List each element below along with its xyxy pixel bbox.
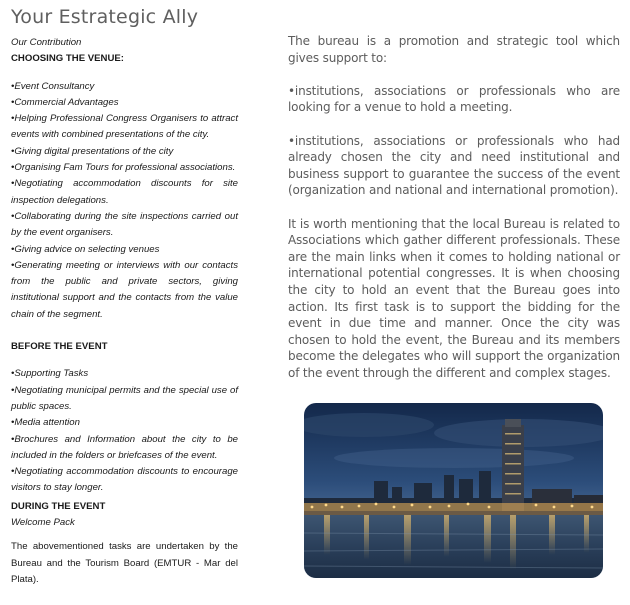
list-item: •Negotiating accommodation discounts to encourage visitors to stay longer. bbox=[11, 466, 238, 494]
list-item: •Supporting Tasks bbox=[11, 368, 89, 380]
bureau-description bbox=[288, 33, 620, 398]
page-title: Your Estrategic Ally bbox=[11, 6, 199, 28]
city-night-photo bbox=[304, 403, 603, 578]
list-item: •Helping Professional Congress Organisers to attract events with combined presentations of the city. bbox=[11, 113, 238, 141]
list-item: •Media attention bbox=[11, 417, 80, 429]
list-item: •Negotiating municipal permits and the special use of public spaces. bbox=[11, 384, 238, 412]
list-item: •Giving advice on selecting venues bbox=[11, 243, 160, 255]
list-item: Welcome Pack bbox=[11, 517, 75, 529]
contribution-column bbox=[11, 35, 238, 588]
list-item: •Negotiating accommodation discounts for site inspection delegations. bbox=[11, 178, 238, 206]
list-item: •Generating meeting or interviews with our contacts from the public and private sectors, giving institutional support and the contacts from the value chain of the segment. bbox=[11, 259, 238, 320]
closing-note: The abovementioned tasks are undertaken by the Bureau and the Tourism Board (EMTUR - Mar del Plata). bbox=[11, 541, 238, 585]
list-item: •Commercial Advantages bbox=[11, 96, 119, 108]
venue-heading: CHOOSING THE VENUE: bbox=[11, 53, 125, 65]
intro-paragraph: The bureau is a promotion and strategic tool which gives support to: bbox=[288, 34, 620, 65]
contribution-label: Our Contribution bbox=[11, 37, 82, 48]
bureau-paragraph: It is worth mentioning that the local Bureau is related to Associations which gather different professionals. These are the main links when it comes to holding national or international potential congresses. It is when choosing the city to hold an event that the Bureau goes into action. Its first task is to support the bidding for the event in due time and manner. Once the city was chosen to hold the event, the Bureau and its members become the delegates who will support the organization of the event through the different and complex stages. bbox=[288, 216, 620, 380]
during-heading: DURING THE EVENT bbox=[11, 500, 106, 512]
list-item: •Event Consultancy bbox=[11, 80, 95, 92]
support-item: •institutions, associations or professionals who are looking for a venue to hold a meeting. bbox=[288, 83, 620, 115]
before-heading: BEFORE THE EVENT bbox=[11, 341, 108, 353]
list-item: •Organising Fam Tours for professional associations. bbox=[11, 162, 236, 174]
list-item: •Collaborating during the site inspections carried out by the event organisers. bbox=[11, 210, 238, 239]
support-item: •institutions, associations or professionals who had already chosen the city and need institutional and business support to guarantee the success of the event (organization and national and international promotion). bbox=[288, 133, 620, 198]
list-item: •Giving digital presentations of the city bbox=[11, 145, 174, 157]
list-item: •Brochures and Information about the city to be included in the folders or briefcases of the event. bbox=[11, 433, 238, 461]
